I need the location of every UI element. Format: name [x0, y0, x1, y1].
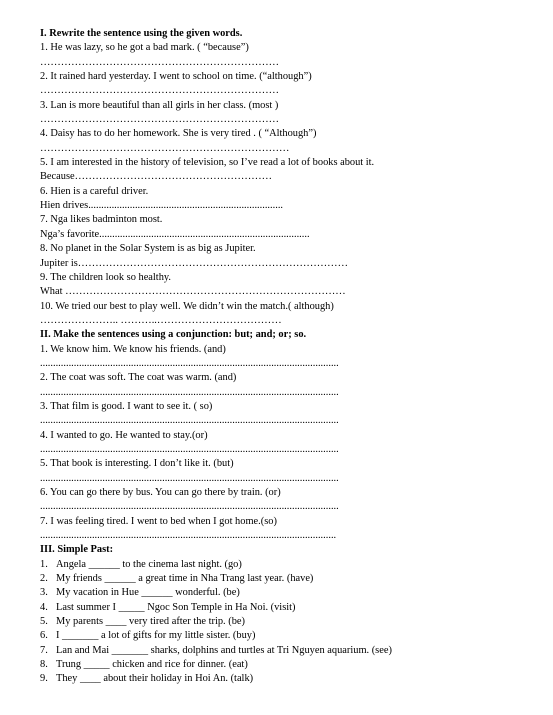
- answer-blank: Jupiter is……………………………………………………………………: [40, 257, 348, 269]
- item-number: 2.: [40, 573, 48, 585]
- item-text: My parents ____ very tired after the trip. (be): [56, 616, 245, 628]
- exercise-line: 6. You can go there by bus. You can go there by train. (or): [40, 487, 281, 498]
- item-text: They ____ about their holiday in Hoi An. (talk): [56, 673, 254, 685]
- item-number: 9.: [40, 673, 48, 685]
- exercise-line: 10. We tried our best to play well. We didn’t win the match.( although): [40, 300, 334, 312]
- exercise-line: 1. We know him. We know his friends. (and): [40, 343, 226, 355]
- answer-blank: ...................................................................................................................: [40, 472, 339, 484]
- answer-blank: Nga’s favorite.................................................................................: [40, 228, 310, 240]
- item-text: I _______ a lot of gifts for my little sister. (buy): [56, 630, 256, 642]
- answer-blank: ...................................................................................................................: [40, 415, 339, 427]
- exercise-line: 5. I am interested in the history of television, so I’ve read a lot of books about it.: [40, 157, 375, 169]
- answer-blank: Because…………………………………………………: [40, 171, 273, 183]
- exercise-line: 5. That book is interesting. I don’t like it. (but): [40, 458, 234, 470]
- exercise-line: 7. Nga likes badminton most.: [40, 214, 163, 226]
- answer-blank: ……………………………………………………………: [40, 114, 279, 126]
- list-item: [40, 558, 520, 572]
- item-number: 3.: [40, 587, 48, 599]
- section-1-heading: I. Rewrite the sentence using the given words.: [40, 28, 243, 39]
- list-item: [40, 644, 520, 658]
- section-2-heading: II. Make the sentences using a conjunction: but; and; or; so.: [40, 329, 307, 341]
- answer-blank: What ………………………………………………………………………: [40, 286, 346, 298]
- exercise-line: 6. Hien is a careful driver.: [40, 185, 149, 197]
- answer-blank: ...................................................................................................................: [40, 501, 339, 513]
- section-3-heading: III. Simple Past:: [40, 544, 114, 556]
- answer-blank: ………………………………………………………………: [40, 142, 290, 154]
- exercise-line: 4. Daisy has to do her homework. She is very tired . ( “Although”): [40, 128, 317, 140]
- exercise-line: 8. No planet in the Solar System is as big as Jupiter.: [40, 243, 256, 255]
- item-number: 6.: [40, 630, 48, 642]
- item-number: 8.: [40, 659, 48, 671]
- section-1-body: [40, 41, 520, 328]
- exercise-line: 2. It rained hard yesterday. I went to school on time. (“although”): [40, 71, 312, 83]
- section-2-body: [40, 343, 520, 544]
- answer-blank: ...................................................................................................................: [40, 357, 339, 369]
- exercise-line: 2. The coat was soft. The coat was warm. (and): [40, 372, 237, 384]
- exercise-line: 7. I was feeling tired. I went to bed when I got home.(so): [40, 515, 277, 527]
- list-item: [40, 658, 520, 672]
- item-text: Angela ______ to the cinema last night. (go): [56, 558, 242, 570]
- item-text: Lan and Mai _______ sharks, dolphins and turtles at Tri Nguyen aquarium. (see): [56, 644, 392, 656]
- answer-blank: ………………….. ………..………………………………: [40, 314, 282, 326]
- item-number: 7.: [40, 644, 48, 656]
- list-item: [40, 601, 520, 615]
- list-item: [40, 672, 520, 686]
- item-number: 1.: [40, 558, 48, 570]
- worksheet-page: [40, 27, 520, 687]
- item-text: Last summer I _____ Ngoc Son Temple in Ha Noi. (visit): [56, 601, 296, 613]
- item-number: 4.: [40, 601, 48, 613]
- exercise-line: 9. The children look so healthy.: [40, 271, 172, 283]
- item-text: My friends ______ a great time in Nha Trang last year. (have): [56, 573, 314, 585]
- list-item: [40, 586, 520, 600]
- answer-blank: ..................................................................................................................: [40, 530, 337, 542]
- answer-blank: ……………………………………………………………: [40, 56, 279, 68]
- answer-blank: ……………………………………………………………: [40, 85, 279, 97]
- list-item: [40, 572, 520, 586]
- exercise-line: 1. He was lazy, so he got a bad mark. ( “because”): [40, 42, 249, 54]
- item-text: My vacation in Hue ______ wonderful. (be): [56, 587, 240, 599]
- exercise-line: 4. I wanted to go. He wanted to stay.(or): [40, 429, 208, 441]
- item-number: 5.: [40, 616, 48, 628]
- exercise-line: 3. That film is good. I want to see it. ( so): [40, 400, 213, 412]
- list-item: [40, 629, 520, 643]
- answer-blank: ...................................................................................................................: [40, 443, 339, 455]
- answer-blank: Hien drives...........................................................................: [40, 200, 284, 212]
- section-3-list: [40, 558, 520, 687]
- item-text: Trung _____ chicken and rice for dinner. (eat): [56, 659, 248, 671]
- exercise-line: 3. Lan is more beautiful than all girls in her class. (most ): [40, 99, 279, 111]
- list-item: [40, 615, 520, 629]
- answer-blank: ...................................................................................................................: [40, 386, 339, 398]
